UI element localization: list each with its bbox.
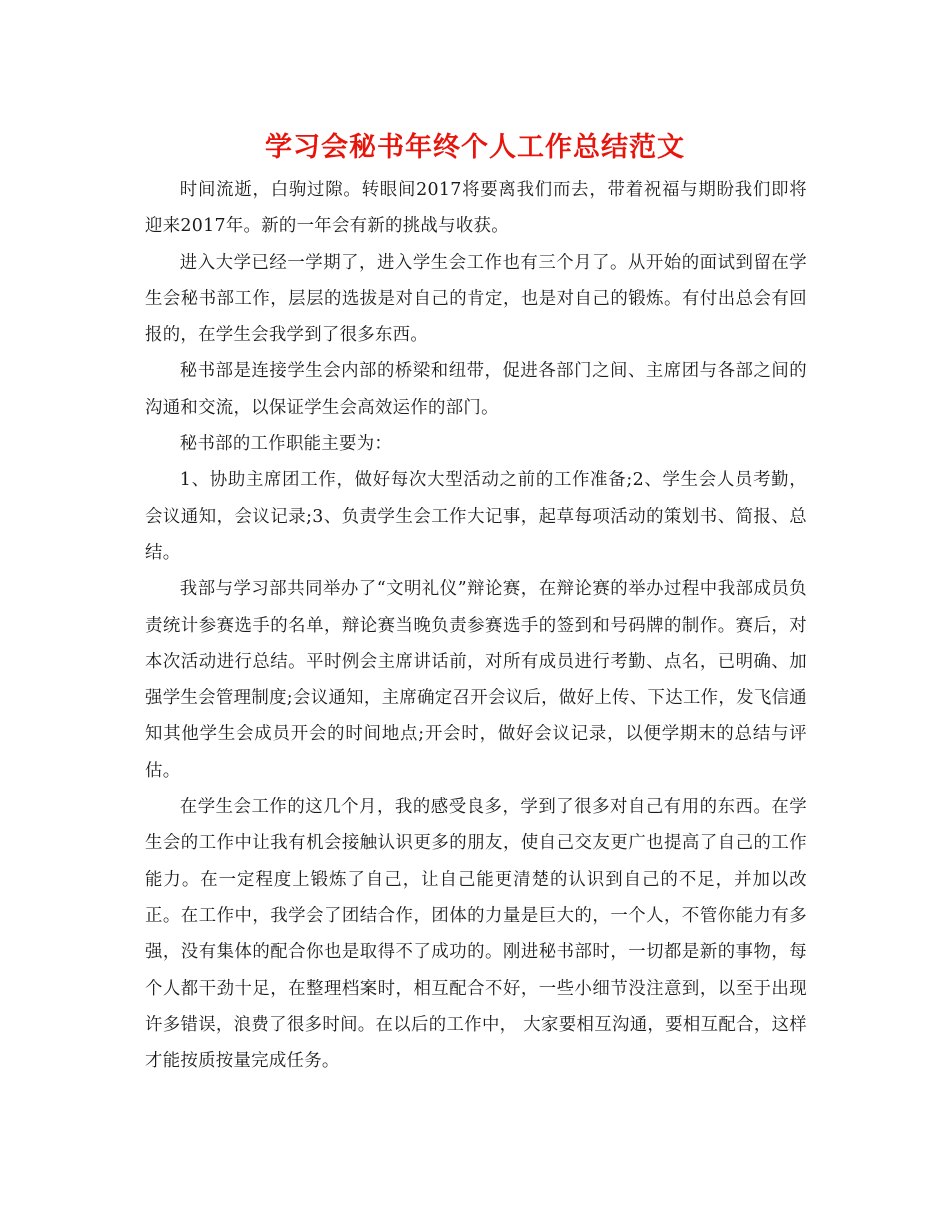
document-title: 学习会秘书年终个人工作总结范文 — [265, 132, 685, 163]
paragraph: 进入大学已经一学期了，进入学生会工作也有三个月了。从开始的面试到留在学生会秘书部工作，层层的选拔是对自己的肯定，也是对自己的锻炼。有付出总会有回报的，在学生会我学到了很多东西。 — [145, 252, 807, 346]
paragraph: 1、协助主席团工作，做好每次大型活动之前的工作准备;2、学生会人员考勤，会议通知，会议记录;3、负责学生会工作大记事，起草每项活动的策划书、简报、总结。 — [145, 470, 807, 563]
paragraph: 在学生会工作的这几个月，我的感受良多，学到了很多对自己有用的东西。在学生会的工作中让我有机会接触认识更多的朋友，使自己交友更广也提高了自己的工作能力。在一定程度上锻炼了自己，让自己能更清楚的认识到自己的不足，并加以改正。在工作中，我学会了团结合作，团体的力量是巨大的，一个人，不管你能力有多强，没有集体的配合你也是取得不了成功的。刚进秘书部时，一切都是新的事物，每个人都干劲十足，在整理档案时，相互配合不好，一些小细节没注意到，以至于出现许多错误，浪费了很多时间。在以后的工作中， 大家要相互沟通，要相互配合，这样才能按质按量完成任务。 — [145, 797, 807, 1072]
paragraph: 秘书部是连接学生会内部的桥梁和纽带，促进各部门之间、主席团与各部之间的沟通和交流，以保证学生会高效运作的部门。 — [145, 361, 807, 418]
paragraph: 秘书部的工作职能主要为： — [179, 434, 393, 455]
paragraph: 时间流逝，白驹过隙。转眼间2017将要离我们而去，带着祝福与期盼我们即将迎来2017年。新的一年会有新的挑战与收获。 — [145, 180, 807, 237]
document-body — [145, 172, 807, 1079]
paragraph: 我部与学习部共同举办了“文明礼仪”辩论赛，在辩论赛的举办过程中我部成员负责统计参赛选手的名单，辩论赛当晚负责参赛选手的签到和号码牌的制作。赛后，对本次活动进行总结。平时例会主席讲话前，对所有成员进行考勤、点名，已明确、加强学生会管理制度;会议通知，主席确定召开会议后，做好上传、下达工作，发飞信通知其他学生会成员开会的时间地点;开会时，做好会议记录，以便学期末的总结与评估。 — [145, 579, 807, 781]
